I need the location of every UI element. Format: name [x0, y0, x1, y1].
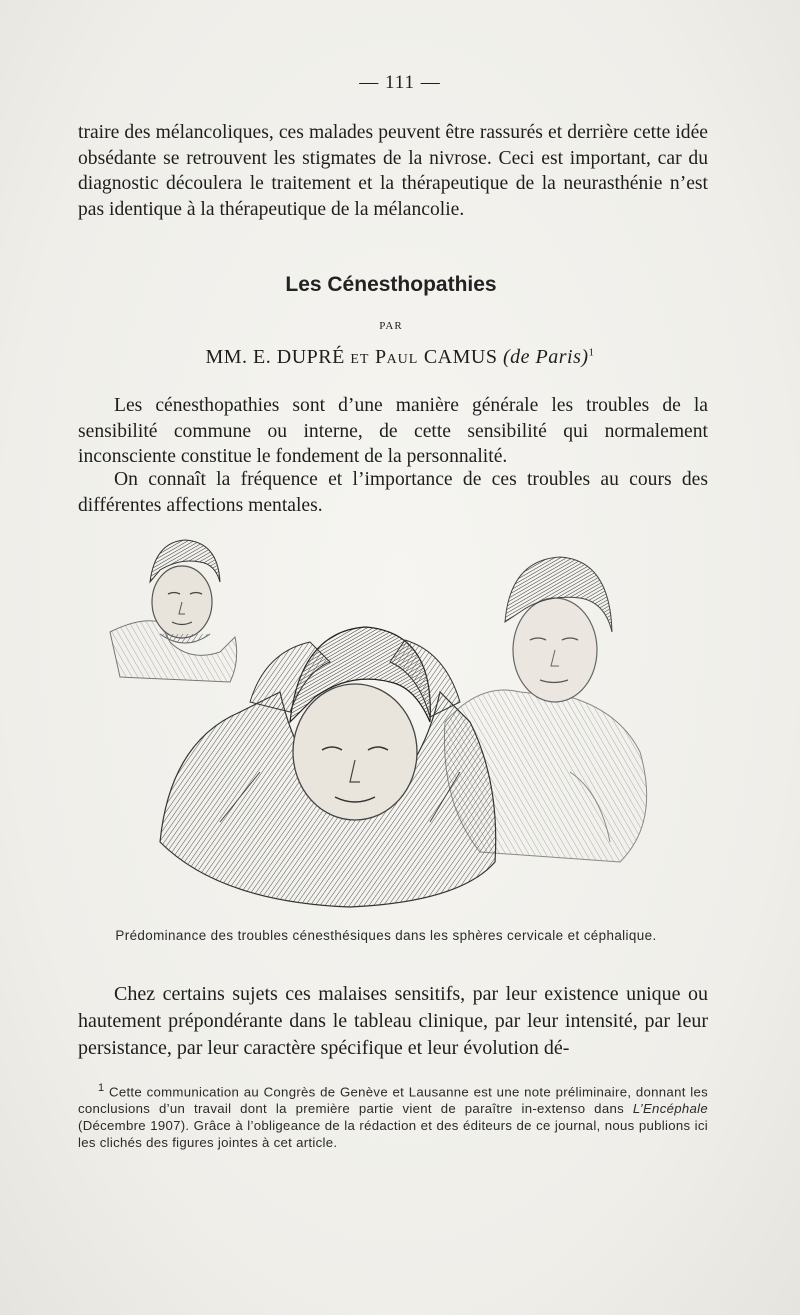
page-number: — 111 — [359, 72, 441, 93]
footnote-marker: 1 [98, 1082, 105, 1094]
footnote-text-before: Cette communication au Congrès de Genève et Lausanne est une note préliminaire, donnant les conclusions d’un travail dont la première partie vient de paraître in-extenso dans [78, 1084, 708, 1117]
author-affiliation: (de Paris) [502, 346, 589, 368]
sketch-woman-top-left [110, 540, 237, 682]
intro-paragraph: traire des mélancoliques, ces malades peuvent être rassurés et derrière cette idée obsédante se retrouvent les stigmates de la nivrose. Ceci est important, car du diagnostic découlera le traitement et la thérapeutique de la neurasthénie n’est pas identique à la thérapeutique de la mélancolie. [78, 122, 708, 220]
patient-sketches-illustration [100, 522, 680, 914]
footnote-reference: 1 [588, 346, 595, 359]
footnote-journal: L’Encéphale [632, 1101, 708, 1117]
byline-par: PAR [379, 320, 403, 332]
paragraph-definition: Les cénesthopathies sont d’une manière générale les troubles de la sensibilité commune ou interne, de cette sensibilité qui normalement inconsciente constitue le fondement de la personnalité. [78, 395, 708, 467]
article-authors [0, 346, 800, 369]
paragraph-certain-subjects: Chez certains sujets ces malaises sensitifs, par leur existence unique ou hautement prépondérante dans le tableau clinique, par leur intensité, par leur persistance, par leur caractère spécifique et leur évolution dé- [78, 983, 708, 1059]
author-second-surname: CAMUS [418, 346, 498, 368]
author-first: MM. E. DUPRÉ [205, 346, 345, 368]
figure-caption: Prédominance des troubles cénesthésiques dans les sphères cervicale et céphalique. [115, 928, 657, 943]
author-conjunction: ET [350, 352, 370, 367]
author-second-rest: AUL [386, 352, 419, 367]
footnote-text-after: (Décembre 1907). Grâce à l’obligeance de la rédaction et des éditeurs de ce journal, nous publions ici les clichés des figures jointes à cet article. [78, 1118, 708, 1151]
article-title: Les Cénesthopathies [285, 273, 497, 296]
author-second-initial: P [374, 346, 387, 368]
paragraph-frequency: On connaît la fréquence et l’importance de ces troubles au cours des différentes affections mentales. [78, 469, 708, 516]
footnote [78, 1080, 708, 1151]
